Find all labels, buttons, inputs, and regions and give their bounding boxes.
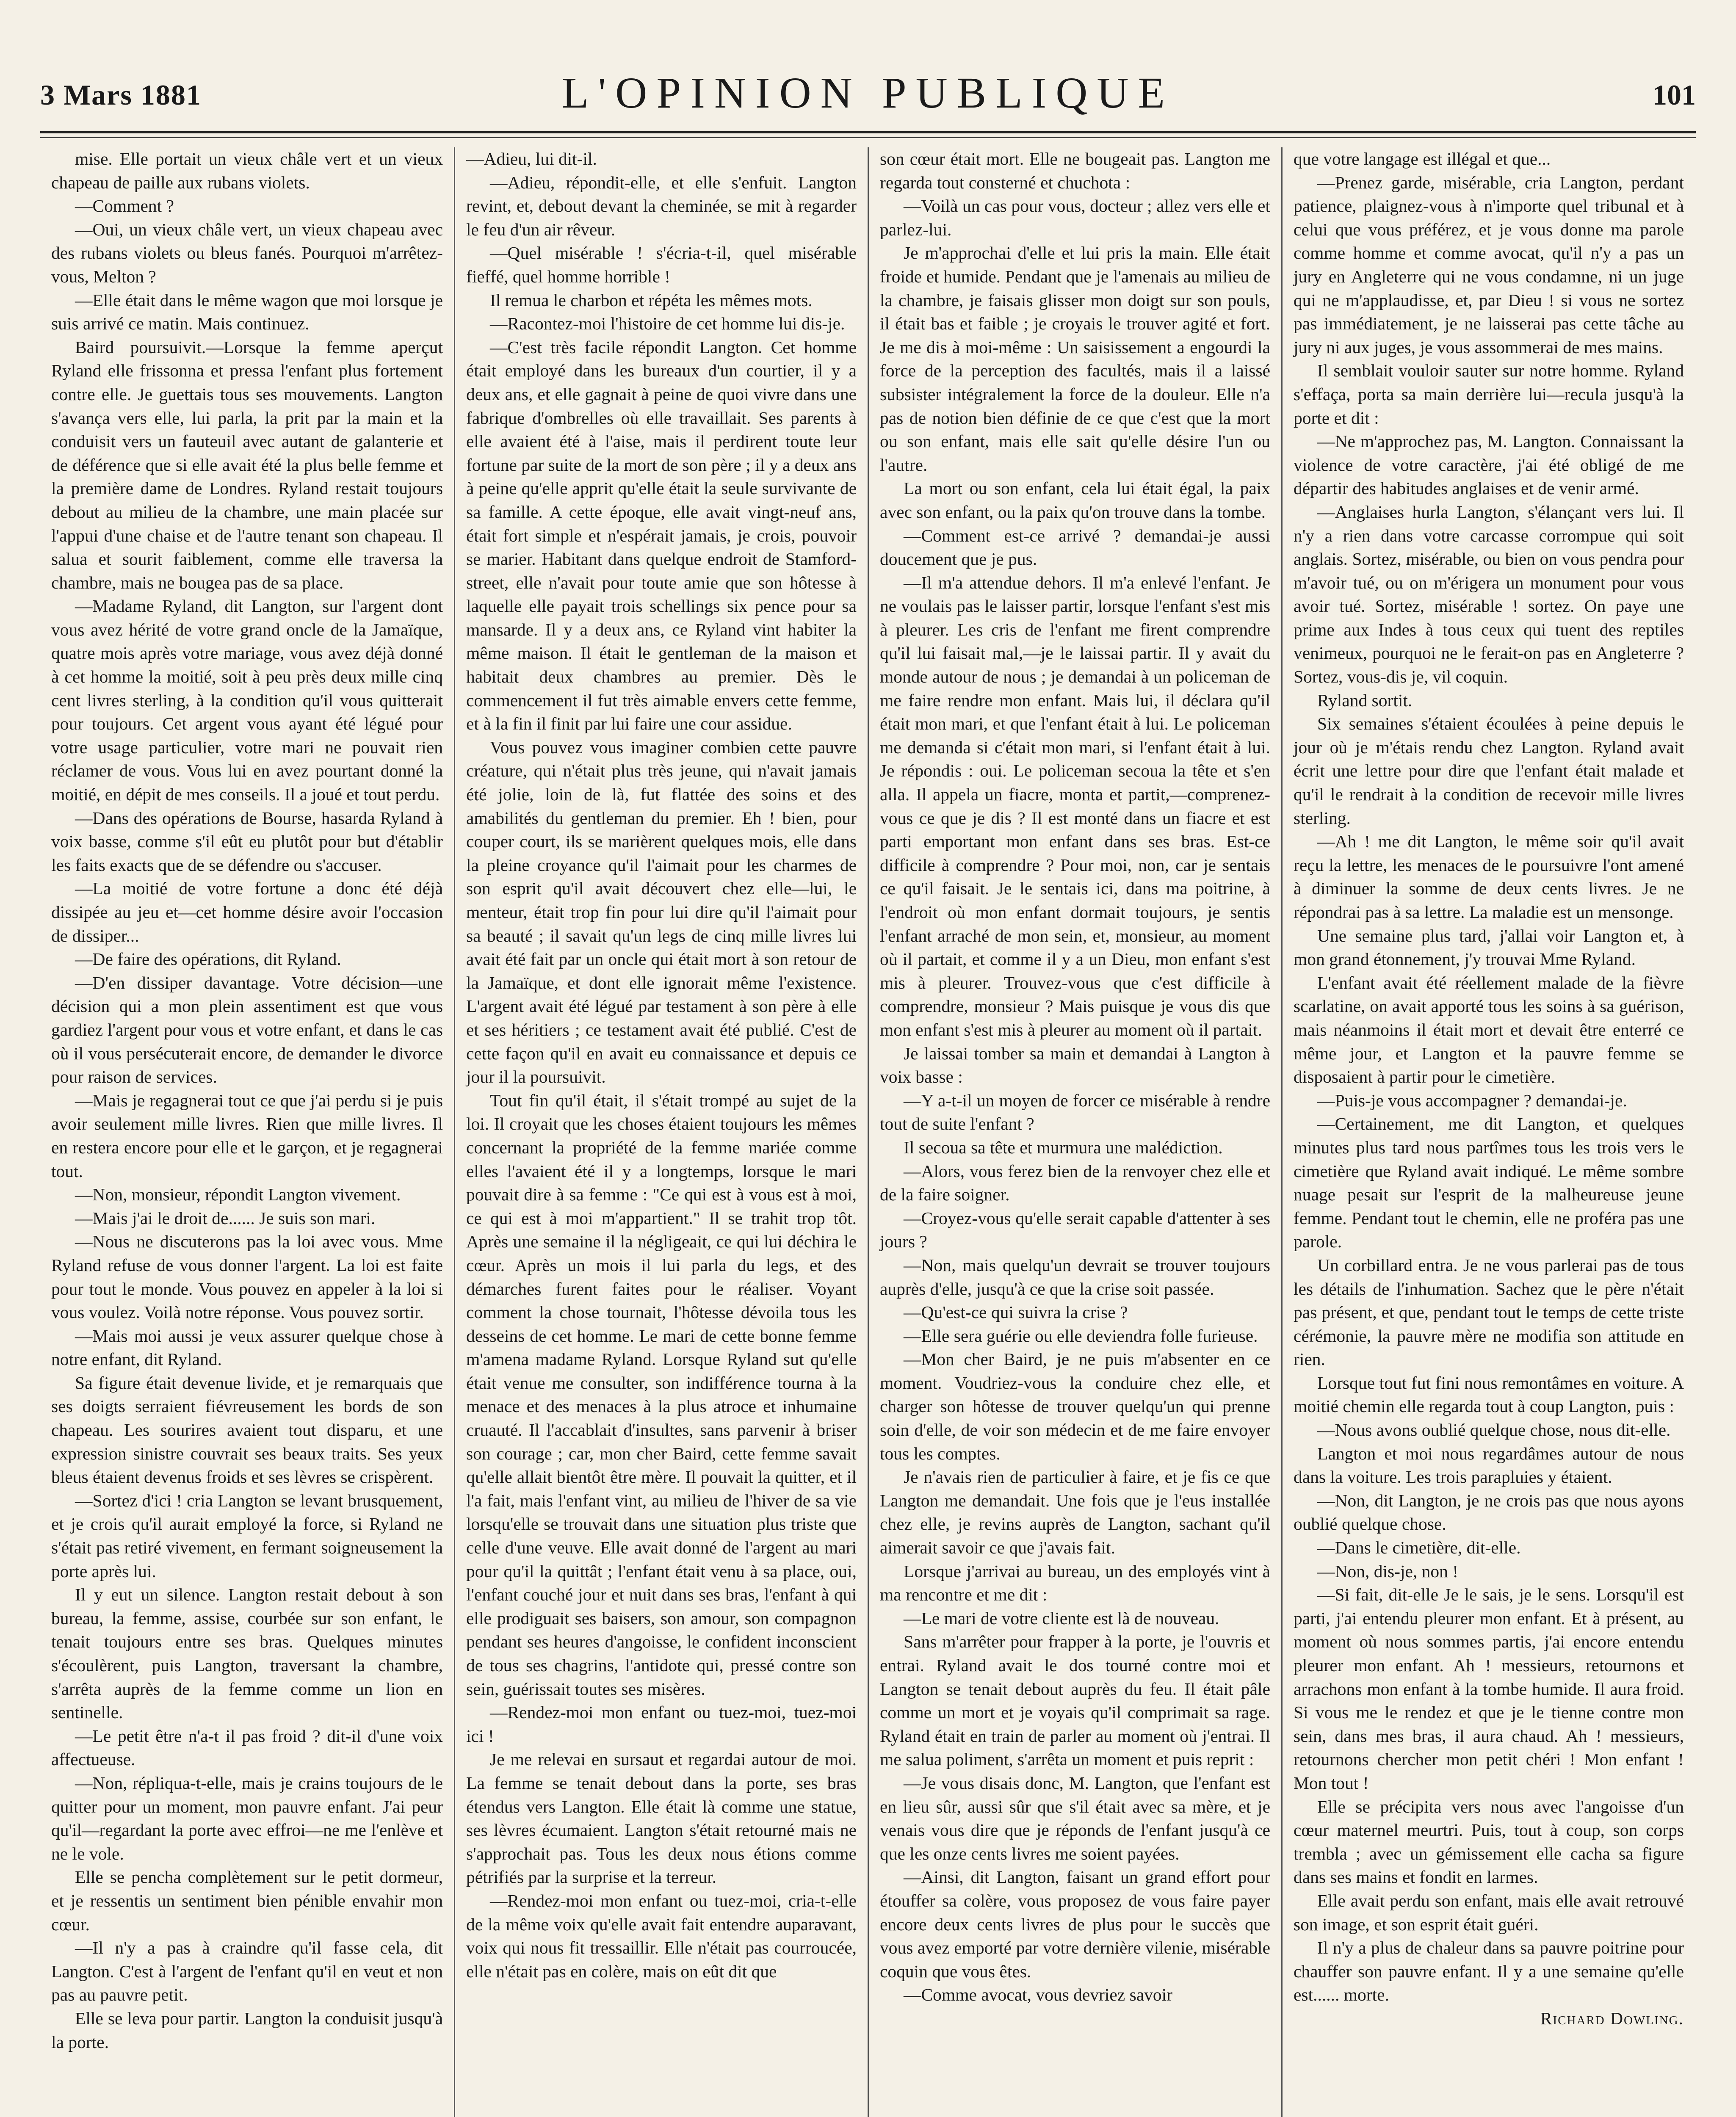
article-paragraph: —Oui, un vieux châle vert, un vieux chapeau avec des rubans violets ou bleus fanés. Pourquoi m'arrêtez-vous, Melton ?	[51, 219, 443, 286]
article-paragraph: —Elle était dans le même wagon que moi lorsque je suis arrivé ce matin. Mais continuez.	[51, 290, 443, 334]
article-paragraph: L'enfant avait été réellement malade de la fièvre scarlatine, on avait apporté tous les soins à sa guérison, mais néanmoins il était mort et devait être enterré ce même jour, et Langton et la pauvre femme se disposaient à partir pour le cimetière.	[1294, 973, 1684, 1087]
column-1	[40, 147, 454, 2117]
article-paragraph: Je me relevai en sursaut et regardai autour de moi. La femme se tenait debout dans la porte, ses bras étendus vers Langton. Elle était là comme une statue, ses lèvres écumaient. Langton s'était retourné mais ne s'approchait pas. Tous les deux nous étions comme pétrifiés par la surprise et la terreur.	[466, 1749, 857, 1887]
article-paragraph: —D'en dissiper davantage. Votre décision—une décision qui a mon plein assentiment est que vous gardiez l'argent pour vous et votre enfant, et dans le cas où il vous persécuterait encore, de demander le divorce pour raison de services.	[51, 973, 443, 1087]
article-paragraph: Six semaines s'étaient écoulées à peine depuis le jour où je m'étais rendu chez Langton. Ryland avait écrit une lettre pour dire que l'enfant était malade et qu'il le rendrait à la condition de recevoir mille livres sterling.	[1294, 714, 1684, 828]
article-paragraph: Lorsque j'arrivai au bureau, un des employés vint à ma rencontre et me dit :	[880, 1561, 1270, 1605]
article-paragraph: Tout fin qu'il était, il s'était trompé au sujet de la loi. Il croyait que les choses étaient toujours les mêmes concernant la propriété de la femme mariée comme elles l'avaient été il y a longtemps, lorsque le mari pouvait dire à sa femme : "Ce qui est à vous est à moi, ce qui est à moi m'appartient." Il se trahit trop tôt. Après une semaine il la négligeait, ce qui lui déchira le cœur. Après un mois il lui parla du legs, et des démarches furent faites pour le réaliser. Voyant comment la chose tournait, l'hôtesse dévoila tous les desseins de cet homme. Le mari de cette bonne femme m'amena madame Ryland. Lorsque Ryland sut qu'elle était venue me consulter, son indifférence tourna à la menace et des menaces à la plus atroce et inhumaine cruauté. Il l'accablait d'insultes, sans parvenir à briser son courage ; car, mon cher Baird, cette femme savait qu'elle allait bientôt être mère. Il pouvait la quitter, et il l'a fait, mais l'enfant vint, au milieu de l'hiver de sa vie lorsqu'elle se trouvait dans une situation plus triste que celle d'une veuve. Elle avait donné de l'argent au mari pour qu'il la quittât ; l'enfant était venu à sa place, oui, l'enfant couché jour et nuit dans ses bras, l'enfant à qui elle prodiguait ses baisers, son amour, son compagnon pendant ses heures d'angoisse, le confident inconscient de tous ses chagrins, l'antidote qui, pressé contre son sein, guérissait toutes ses misères.	[466, 1090, 857, 1699]
newspaper-title: L'OPINION PUBLIQUE	[561, 69, 1174, 117]
article-paragraph: Il y eut un silence. Langton restait debout à son bureau, la femme, assise, courbée sur son enfant, le tenait toujours entre ses bras. Quelques minutes s'écoulèrent, puis Langton, traversant la chambre, s'arrêta auprès de la femme comme un lion en sentinelle.	[51, 1585, 443, 1722]
article-paragraph: —Non, dis-je, non !	[1317, 1561, 1459, 1581]
article-paragraph: —Le petit être n'a-t il pas froid ? dit-il d'une voix affectueuse.	[51, 1726, 443, 1769]
issue-date: 3 Mars 1881	[40, 79, 202, 111]
article-paragraph: —Mais j'ai le droit de...... Je suis son mari.	[75, 1208, 376, 1228]
article-paragraph: —Certainement, me dit Langton, et quelques minutes plus tard nous partîmes tous les trois vers le cimetière que Ryland avait indiqué. Le même sombre nuage pesait sur l'esprit de la malheureuse jeune femme. Pendant tout le chemin, elle ne proféra pas une parole.	[1294, 1114, 1684, 1252]
article-paragraph: —Dans le cimetière, dit-elle.	[1317, 1538, 1521, 1558]
masthead	[40, 38, 1696, 140]
article-paragraph: —Racontez-moi l'histoire de cet homme lui dis-je.	[490, 314, 845, 334]
article-paragraph: Il secoua sa tête et murmura une malédiction.	[904, 1137, 1223, 1157]
article-paragraph: —Mais moi aussi je veux assurer quelque chose à notre enfant, dit Ryland.	[51, 1326, 443, 1369]
article-paragraph: —Y a-t-il un moyen de forcer ce misérable à rendre tout de suite l'enfant ?	[880, 1090, 1270, 1134]
article-paragraph: Elle se précipita vers nous avec l'angoisse d'un cœur maternel meurtri. Puis, tout à coup, son corps trembla ; avec un gémissement elle cacha sa figure dans ses mains et fondit en larmes.	[1294, 1796, 1684, 1887]
article-paragraph: —Croyez-vous qu'elle serait capable d'attenter à ses jours ?	[880, 1208, 1270, 1252]
article-paragraph: Il n'y a plus de chaleur dans sa pauvre poitrine pour chauffer son pauvre enfant. Il y a une semaine qu'elle est...... morte.	[1294, 1938, 1684, 2005]
article-paragraph: —Non, mais quelqu'un devrait se trouver toujours auprès d'elle, jusqu'à ce que la crise soit passée.	[880, 1255, 1270, 1299]
article-paragraph: —Nous avons oublié quelque chose, nous dit-elle.	[1317, 1420, 1671, 1440]
article-paragraph: —Ainsi, dit Langton, faisant un grand effort pour étouffer sa colère, vous proposez de vous faire payer encore deux cents livres de plus pour le succès que vous avez emporté par votre dernière vilenie, misérable coquin que vous êtes.	[880, 1867, 1270, 1981]
article-paragraph: —Il m'a attendue dehors. Il m'a enlevé l'enfant. Je ne voulais pas le laisser partir, lorsque l'enfant s'est mis à pleurer. Les cris de l'enfant me firent comprendre qu'il lui faisait mal,—je le laissai partir. Il y avait du monde autour de nous ; je demandai à un policeman de me faire rendre mon enfant. Mais lui, il déclara qu'il était mon mari, et que l'enfant était à lui. Le policeman me demanda si c'était mon mari, si l'enfant était à lui. Je répondis : oui. Le policeman secoua la tête et s'en alla. Il appela un fiacre, monta et partit,—comprenez-vous ce que je dis ? Il est monté dans un fiacre et est parti emportant mon enfant dans ses bras. Est-ce difficile à comprendre ? Pour moi, non, car je sentais ce qu'il faisait. Je le sentais ici, dans ma poitrine, à l'endroit où mon enfant dormait toujours, je sentis l'enfant arraché de mon sein, et, monsieur, au moment où il partait, et comme il y a un Dieu, mon enfant s'est mis à pleurer. Trouvez-vous que c'est difficile à comprendre, monsieur ? Mais puisque je vous dis que mon enfant s'est mis à pleurer au moment où il partait.	[880, 572, 1270, 1039]
column-2	[454, 147, 868, 2117]
article-paragraph: —C'est très facile répondit Langton. Cet homme était employé dans les bureaux d'un courtier, il y a deux ans, et elle gagnait à peine de quoi vivre dans une fabrique d'ombrelles où elle travaillait. Ses parents à elle avaient été à l'aise, mais il perdirent toute leur fortune par suite de la mort de son père ; il y a deux ans à peine qu'elle apprit qu'elle était la seule survivante de sa famille. A cette époque, elle avait vingt-neuf ans, était fort simple et n'espérait jamais, je crois, pouvoir se marier. Habitant dans quelque endroit de Stamford-street, elle n'avait pour toute amie que son hôtesse à laquelle elle payait trois schellings six pence pour sa mansarde. Il y a deux ans, ce Ryland vint habiter la même maison. Il était le gentleman de la maison et habitait deux chambres au premier. Dès le commencement il fut très aimable envers cette femme, et à la fin il finit par lui faire une cour assidue.	[466, 337, 857, 734]
article-columns	[40, 147, 1696, 2117]
article-paragraph: —Voilà un cas pour vous, docteur ; allez vers elle et parlez-lui.	[880, 196, 1270, 239]
article-paragraph: Elle se leva pour partir. Langton la conduisit jusqu'à la porte.	[51, 2008, 443, 2052]
article-paragraph: —Quel misérable ! s'écria-t-il, quel misérable fieffé, quel homme horrible !	[466, 243, 857, 286]
article-paragraph: —Je vous disais donc, M. Langton, que l'enfant est en lieu sûr, aussi sûr que s'il était avec sa mère, et je venais vous dire que je réponds de l'enfant jusqu'à ce que les onze cents livres me soient payées.	[880, 1773, 1270, 1863]
article-paragraph: Un corbillard entra. Je ne vous parlerai pas de tous les détails de l'inhumation. Sachez que le père n'était pas présent, et que, pendant tout le temps de cette triste cérémonie, la pauvre mère ne modifia son attitude en rien.	[1294, 1255, 1684, 1369]
article-paragraph: —Dans des opérations de Bourse, hasarda Ryland à voix basse, comme s'il eût eu plutôt pour but d'établir les faits exacts que de se défendre ou s'accuser.	[51, 808, 443, 875]
column-4	[1281, 147, 1695, 2117]
article-paragraph: —Elle sera guérie ou elle deviendra folle furieuse.	[904, 1326, 1258, 1346]
article-paragraph: son cœur était mort. Elle ne bougeait pas. Langton me regarda tout consterné et chuchota :	[880, 149, 1270, 192]
article-paragraph: mise. Elle portait un vieux châle vert et un vieux chapeau de paille aux rubans violets.	[51, 149, 443, 192]
article-paragraph: —Madame Ryland, dit Langton, sur l'argent dont vous avez hérité de votre grand oncle de la Jamaïque, quatre mois après votre mariage, vous avez déjà donné à cet homme la moitié, soit à peu près deux mille cinq cent livres sterling, à la condition qu'il vous quitterait pour toujours. Cet argent vous ayant été légué pour votre usage particulier, votre mari ne pouvait rien réclamer de vous. Vous lui en avez pourtant donné la moitié, en dépit de mes conseils. Il a joué et tout perdu.	[51, 596, 443, 804]
page-number: 101	[1653, 79, 1696, 111]
article-paragraph: —Non, monsieur, répondit Langton vivement.	[75, 1185, 401, 1205]
article-paragraph: La mort ou son enfant, cela lui était égal, la paix avec son enfant, ou la paix qu'on trouve dans la tombe.	[880, 478, 1270, 522]
article-paragraph: Baird poursuivit.—Lorsque la femme aperçut Ryland elle frissonna et pressa l'enfant plus fortement contre elle. Je guettais tous ses mouvements. Langton s'avança vers elle, lui parla, la prit par la main et la conduisit vers un fauteuil avec autant de galanterie et de déférence que si elle avait été la plus belle femme et la première dame de Londres. Ryland restait toujours debout au milieu de la chambre, une main placée sur l'appui d'une chaise et de l'autre tenant son chapeau. Il salua et sourit faiblement, comme elle traversa la chambre, mais ne bougea pas de sa place.	[51, 337, 443, 592]
article-paragraph: Je m'approchai d'elle et lui pris la main. Elle était froide et humide. Pendant que je l'amenais au milieu de la chambre, je faisais glisser mon doigt sur son pouls, il était bas et faible ; je croyais le trouver agité et fort. Je me dis à moi-même : Un saisissement a engourdi la force de la perception des facultés, mais il a laissé subsister intégralement la force de la douleur. Elle n'a pas de notion bien définie de ce que c'est que la mort ou son enfant, mais elle sait qu'elle désire l'un ou l'autre.	[880, 243, 1270, 475]
article-paragraph: —Rendez-moi mon enfant ou tuez-moi, tuez-moi ici !	[466, 1702, 857, 1746]
article-paragraph: —Mon cher Baird, je ne puis m'absenter en ce moment. Voudriez-vous la conduire chez elle, et charger son hôtesse de trouver quelqu'un qui prenne soin d'elle, de voir son médecin et de me faire envoyer tous les comptes.	[880, 1349, 1270, 1463]
masthead-rule	[40, 131, 1696, 133]
article-paragraph: Elle avait perdu son enfant, mais elle avait retrouvé son image, et son esprit était guéri.	[1294, 1890, 1684, 1934]
article-paragraph: —Non, dit Langton, je ne crois pas que nous ayons oublié quelque chose.	[1294, 1490, 1684, 1534]
article-paragraph: —Mais je regagnerai tout ce que j'ai perdu si je puis avoir seulement mille livres. Rien que mille livres. Il en restera encore pour elle et le garçon, et je regagnerai tout.	[51, 1090, 443, 1181]
article-paragraph: Sans m'arrêter pour frapper à la porte, je l'ouvris et entrai. Ryland avait le dos tourné contre moi et Langton se tenait debout auprès du feu. Il était pâle comme un mort et je voyais qu'il comprimait sa rage. Ryland était en train de parler au moment où j'entrai. Il me salua poliment, s'arrêta un moment et puis reprit :	[880, 1632, 1270, 1769]
article-paragraph: —Adieu, lui dit-il.	[466, 149, 597, 169]
article-paragraph: —La moitié de votre fortune a donc été déjà dissipée au jeu et—cet homme désire avoir l'occasion de dissiper...	[51, 879, 443, 945]
author-signature: Richard Dowling.	[1540, 2008, 1684, 2028]
article-paragraph: —Ne m'approchez pas, M. Langton. Connaissant la violence de votre caractère, j'ai été obligé de me départir des habitudes anglaises et de venir armé.	[1294, 431, 1684, 498]
article-paragraph: —De faire des opérations, dit Ryland.	[75, 949, 341, 969]
article-paragraph: Sa figure était devenue livide, et je remarquais que ses doigts serraient fiévreusement les bords de son chapeau. Les sourires avaient tout disparu, et une expression sinistre couvrait ses beaux traits. Ses yeux bleus étaient devenus froids et ses lèvres se crispèrent.	[51, 1373, 443, 1487]
article-paragraph: —Puis-je vous accompagner ? demandai-je.	[1317, 1090, 1627, 1110]
article-paragraph: Une semaine plus tard, j'allai voir Langton et, à mon grand étonnement, j'y trouvai Mme Ryland.	[1294, 926, 1684, 969]
article-paragraph: —Rendez-moi mon enfant ou tuez-moi, cria-t-elle de la même voix qu'elle avait fait entendre auparavant, voix qui nous fit tressaillir. Elle n'était pas courroucée, elle n'était pas en colère, mais on eût dit que	[466, 1890, 857, 1981]
article-paragraph: —Si fait, dit-elle Je le sais, je le sens. Lorsqu'il est parti, j'ai entendu pleurer mon enfant. Et à présent, au moment où nous sommes partis, j'ai encore entendu pleurer mon enfant. Ah ! messieurs, retournons et arrachons mon enfant à la tombe humide. Il aura froid. Si vous me le rendez et que je le tienne contre mon sein, dans mes bras, il aura chaud. Ah ! messieurs, retournons chercher mon petit chéri ! Mon enfant ! Mon tout !	[1294, 1585, 1684, 1793]
article-paragraph: Je n'avais rien de particulier à faire, et je fis ce que Langton me demandait. Une fois que je l'eus installée chez elle, je revins auprès de Langton, sachant qu'il aimerait savoir ce que j'avais fait.	[880, 1467, 1270, 1558]
article-paragraph: —Qu'est-ce qui suivra la crise ?	[904, 1302, 1128, 1322]
article-paragraph: que votre langage est illégal et que...	[1294, 149, 1551, 169]
article-paragraph: Lorsque tout fut fini nous remontâmes en voiture. A moitié chemin elle regarda tout à coup Langton, puis :	[1294, 1373, 1684, 1416]
article-paragraph: Il semblait vouloir sauter sur notre homme. Ryland s'effaça, porta sa main derrière lui—recula jusqu'à la porte et dit :	[1294, 361, 1684, 428]
article-paragraph: —Il n'y a pas à craindre qu'il fasse cela, dit Langton. C'est à l'argent de l'enfant qu'il en veut et non pas au pauvre petit.	[51, 1938, 443, 2005]
article-paragraph: —Comment est-ce arrivé ? demandai-je aussi doucement que je pus.	[880, 525, 1270, 569]
article-paragraph: Je laissai tomber sa main et demandai à Langton à voix basse :	[880, 1043, 1270, 1087]
article-paragraph: —Comment ?	[75, 196, 174, 216]
article-paragraph: Vous pouvez vous imaginer combien cette pauvre créature, qui n'était plus très jeune, qui n'avait jamais été jolie, loin de là, fut flattée des soins et des amabilités du gentleman du premier. Eh ! bien, pour couper court, ils se marièrent quelques mois, elle dans la pleine croyance qu'il l'aimait pour les charmes de son esprit qu'il avait découvert chez elle—lui, le menteur, était trop fin pour lui dire qu'il l'aimait pour sa beauté ; il savait qu'un legs de cinq mille livres lui avait été fait par un oncle qui était mort à son retour de la Jamaïque, et dont elle ignorait même l'existence. L'argent avait été légué par testament à son père à elle et ses héritiers ; ce testament avait été publié. C'est de cette façon qu'il en avait eu connaissance et depuis ce jour il la poursuivit.	[466, 737, 857, 1087]
article-paragraph: —Comme avocat, vous devriez savoir	[904, 1985, 1173, 2005]
article-paragraph: —Ah ! me dit Langton, le même soir qu'il avait reçu la lettre, les menaces de le poursuivre l'ont amené à diminuer la somme de deux cents livres. Je ne répondrai pas à sa lettre. La maladie est un mensonge.	[1294, 832, 1684, 922]
article-paragraph: —Non, répliqua-t-elle, mais je crains toujours de le quitter pour un moment, mon pauvre enfant. J'ai peur qu'il—regardant la porte avec effroi—ne me l'enlève et ne le vole.	[51, 1773, 443, 1863]
column-3	[868, 147, 1281, 2117]
newspaper-page	[40, 38, 1696, 2117]
article-paragraph: Langton et moi nous regardâmes autour de nous dans la voiture. Les trois parapluies y étaient.	[1294, 1443, 1684, 1487]
article-paragraph: —Alors, vous ferez bien de la renvoyer chez elle et de la faire soigner.	[880, 1161, 1270, 1205]
article-paragraph: —Nous ne discuterons pas la loi avec vous. Mme Ryland refuse de vous donner l'argent. La loi est faite pour tout le monde. Vous pouvez en appeler à la loi si vous voulez. Voilà notre réponse. Vous pouvez sortir.	[51, 1232, 443, 1322]
article-paragraph: Ryland sortit.	[1317, 690, 1413, 710]
article-paragraph: —Adieu, répondit-elle, et elle s'enfuit. Langton revint, et, debout devant la cheminée, se mit à regarder le feu d'un air rêveur.	[466, 172, 857, 239]
article-paragraph: —Sortez d'ici ! cria Langton se levant brusquement, et je crois qu'il aurait employé la force, si Ryland ne s'était pas retiré vivement, en fermant soigneusement la porte après lui.	[51, 1490, 443, 1581]
article-paragraph: —Prenez garde, misérable, cria Langton, perdant patience, plaignez-vous à n'importe quel tribunal et à celui que vous préférez, et je vous donne ma parole comme homme et comme avocat, qu'il n'y a pas un jury en Angleterre qui ne vous condamne, ni un juge qui ne m'applaudisse, et, par Dieu ! si vous ne sortez pas immédiatement, je ne laisserai pas cette tâche au jury ni aux juges, je vous assommerai de mes mains.	[1294, 172, 1684, 357]
article-paragraph: Elle se pencha complètement sur le petit dormeur, et je ressentis un sentiment bien pénible envahir mon cœur.	[51, 1867, 443, 1934]
article-paragraph: —Anglaises hurla Langton, s'élançant vers lui. Il n'y a rien dans votre carcasse corrompue qui soit anglais. Sortez, misérable, ou bien on vous pendra pour m'avoir tué, ou on m'érigera un monument pour vous avoir tué. Sortez, misérable ! sortez. On paye une prime aux Indes à tous ceux qui tuent des reptiles venimeux, pourquoi ne le ferait-on pas en Angleterre ? Sortez, vous-dis je, vil coquin.	[1294, 502, 1684, 687]
article-paragraph: Il remua le charbon et répéta les mêmes mots.	[490, 290, 813, 310]
masthead-rule-thin	[40, 137, 1696, 138]
article-paragraph: —Le mari de votre cliente est là de nouveau.	[904, 1608, 1219, 1628]
